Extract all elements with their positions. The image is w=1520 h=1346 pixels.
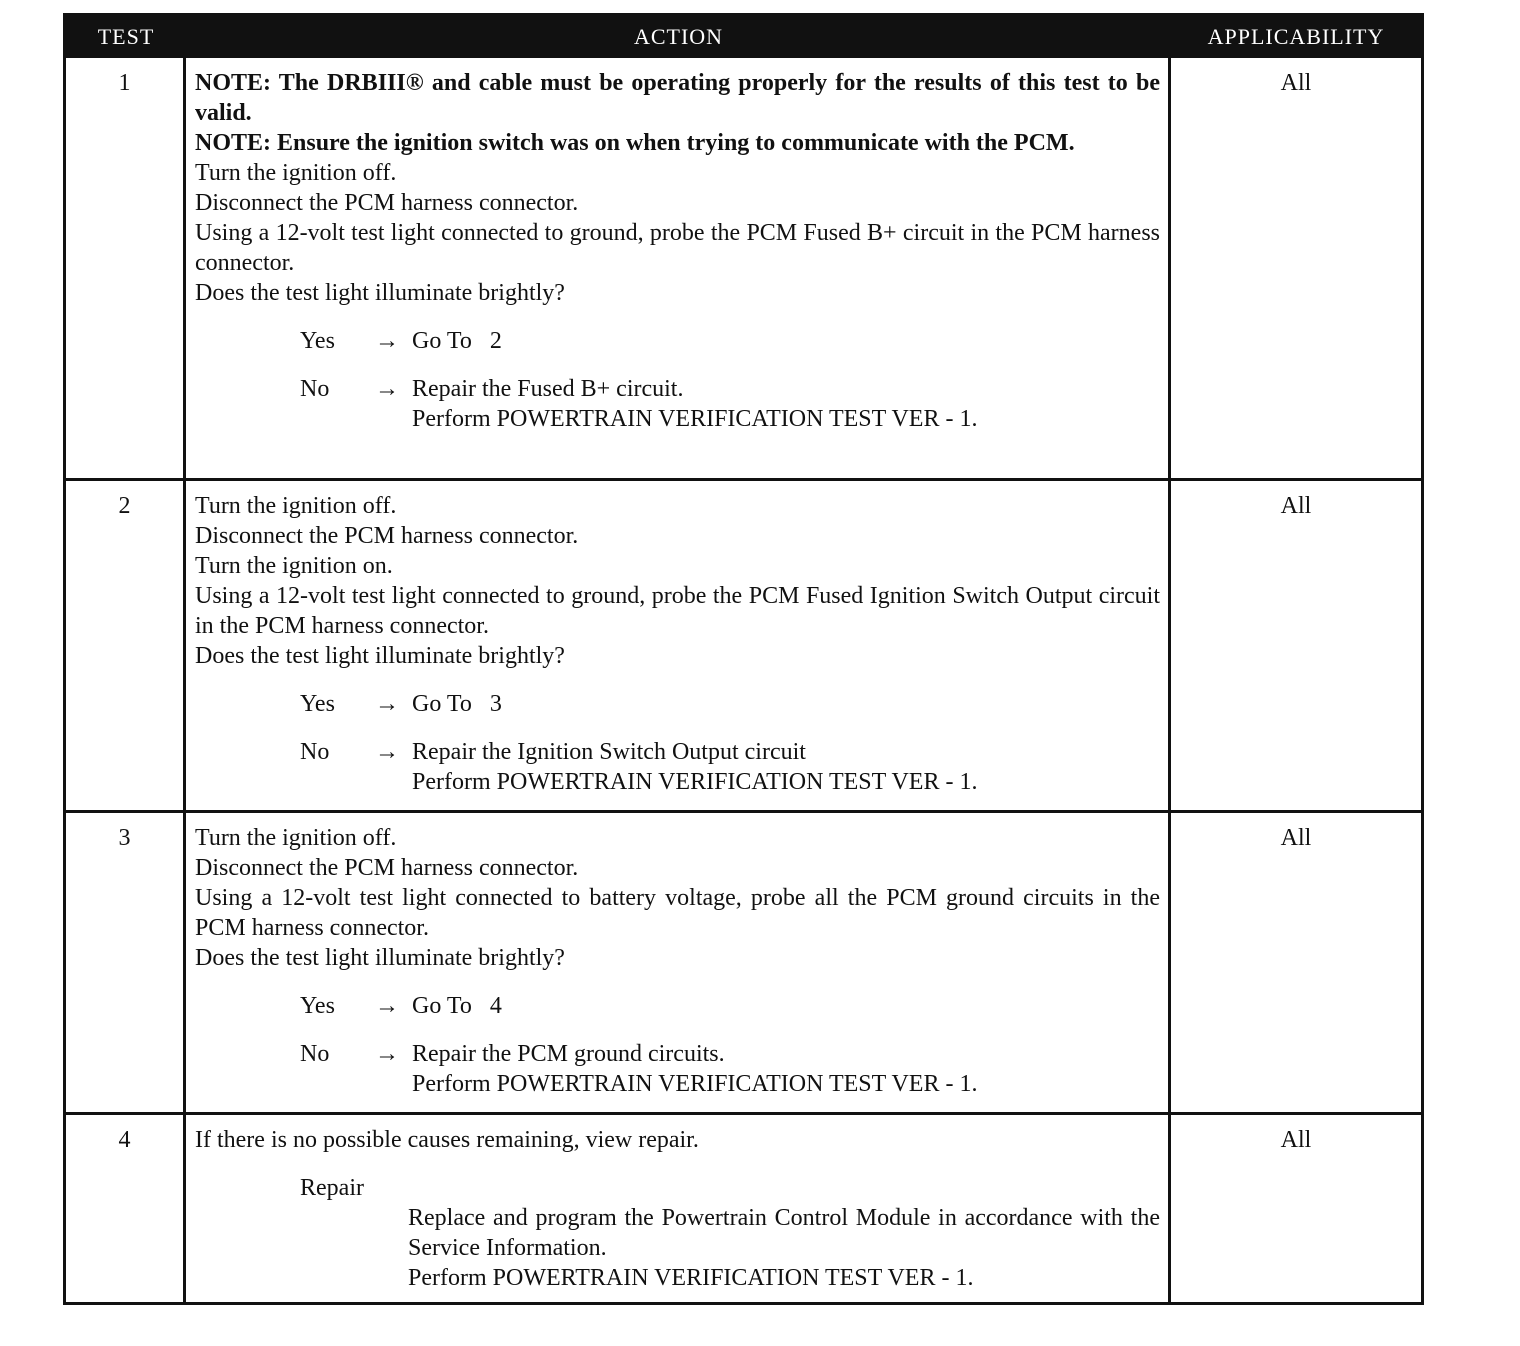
test-row-2 [66,478,1421,810]
test-action [186,58,1171,478]
no-label: No [300,376,330,402]
yes-label: Yes [300,691,335,717]
yes-result: Go To 3 [412,691,502,717]
applicability-value: All [1280,825,1312,851]
no-result: Repair the Ignition Switch Output circuit [412,739,806,765]
no-branch [195,737,1160,797]
step-text: Disconnect the PCM harness connector. [195,523,579,549]
test-action [186,481,1171,810]
test-row-4 [66,1112,1421,1302]
step-text: Turn the ignition off. [195,493,397,519]
arrow-icon: → [375,993,399,1019]
test-number: 3 [66,813,186,1112]
step-text: Using a 12-volt test light connected to ground, probe the PCM Fused B+ circuit in the PCM harness connector. [195,220,1160,276]
step-text: Does the test light illuminate brightly? [195,643,565,669]
step-text: Disconnect the PCM harness connector. [195,855,579,881]
step-text: Does the test light illuminate brightly? [195,280,565,306]
arrow-icon: → [375,376,399,402]
diagnostic-test-table [63,13,1424,1305]
yes-label: Yes [300,328,335,354]
test-action [186,813,1171,1112]
test-number: 4 [66,1115,186,1302]
repair-label: Repair [300,1175,364,1201]
test-action [186,1115,1171,1302]
step-text: If there is no possible causes remaining, view repair. [195,1127,699,1153]
note-text: NOTE: Ensure the ignition switch was on when trying to communicate with the PCM. [195,130,1075,156]
step-text: Turn the ignition off. [195,825,397,851]
step-text: Disconnect the PCM harness connector. [195,190,579,216]
header-action: ACTION [633,24,724,49]
applicability-value: All [1280,70,1312,96]
repair-verify: Perform POWERTRAIN VERIFICATION TEST VER - 1. [408,1265,974,1291]
no-result: Repair the Fused B+ circuit. [412,376,684,402]
applicability-value: All [1280,1127,1312,1153]
arrow-icon: → [375,739,399,765]
no-result: Repair the PCM ground circuits. [412,1041,725,1067]
step-text: Does the test light illuminate brightly? [195,945,565,971]
step-text: Using a 12-volt test light connected to ground, probe the PCM Fused Ignition Switch Output circuit in the PCM harness connector. [195,583,1160,639]
step-text: Turn the ignition off. [195,160,397,186]
no-label: No [300,1041,330,1067]
no-branch [195,1039,1160,1099]
test-row-1 [66,58,1421,478]
arrow-icon: → [375,328,399,354]
header-applicability: APPLICABILITY [1207,24,1385,49]
no-branch [195,374,1160,434]
no-result-verify: Perform POWERTRAIN VERIFICATION TEST VER - 1. [412,769,978,795]
yes-branch [195,991,1160,1021]
applicability-value: All [1280,493,1312,519]
yes-result: Go To 2 [412,328,502,354]
yes-branch [195,326,1160,356]
no-result-verify: Perform POWERTRAIN VERIFICATION TEST VER - 1. [412,1071,978,1097]
no-label: No [300,739,330,765]
no-result-verify: Perform POWERTRAIN VERIFICATION TEST VER - 1. [412,406,978,432]
test-number: 2 [66,481,186,810]
arrow-icon: → [375,691,399,717]
repair-text: Replace and program the Powertrain Control Module in accordance with the Service Information. [408,1205,1160,1261]
note-text: NOTE: The DRBIII® and cable must be operating properly for the results of this test to be valid. [195,70,1160,126]
arrow-icon: → [375,1041,399,1067]
yes-label: Yes [300,993,335,1019]
step-text: Using a 12-volt test light connected to battery voltage, probe all the PCM ground circuits in the PCM harness connector. [195,885,1160,941]
test-row-3 [66,810,1421,1112]
table-header [66,16,1421,58]
step-text: Turn the ignition on. [195,553,393,579]
yes-branch [195,689,1160,719]
header-test: TEST [97,24,155,49]
yes-result: Go To 4 [412,993,502,1019]
test-number: 1 [66,58,186,478]
